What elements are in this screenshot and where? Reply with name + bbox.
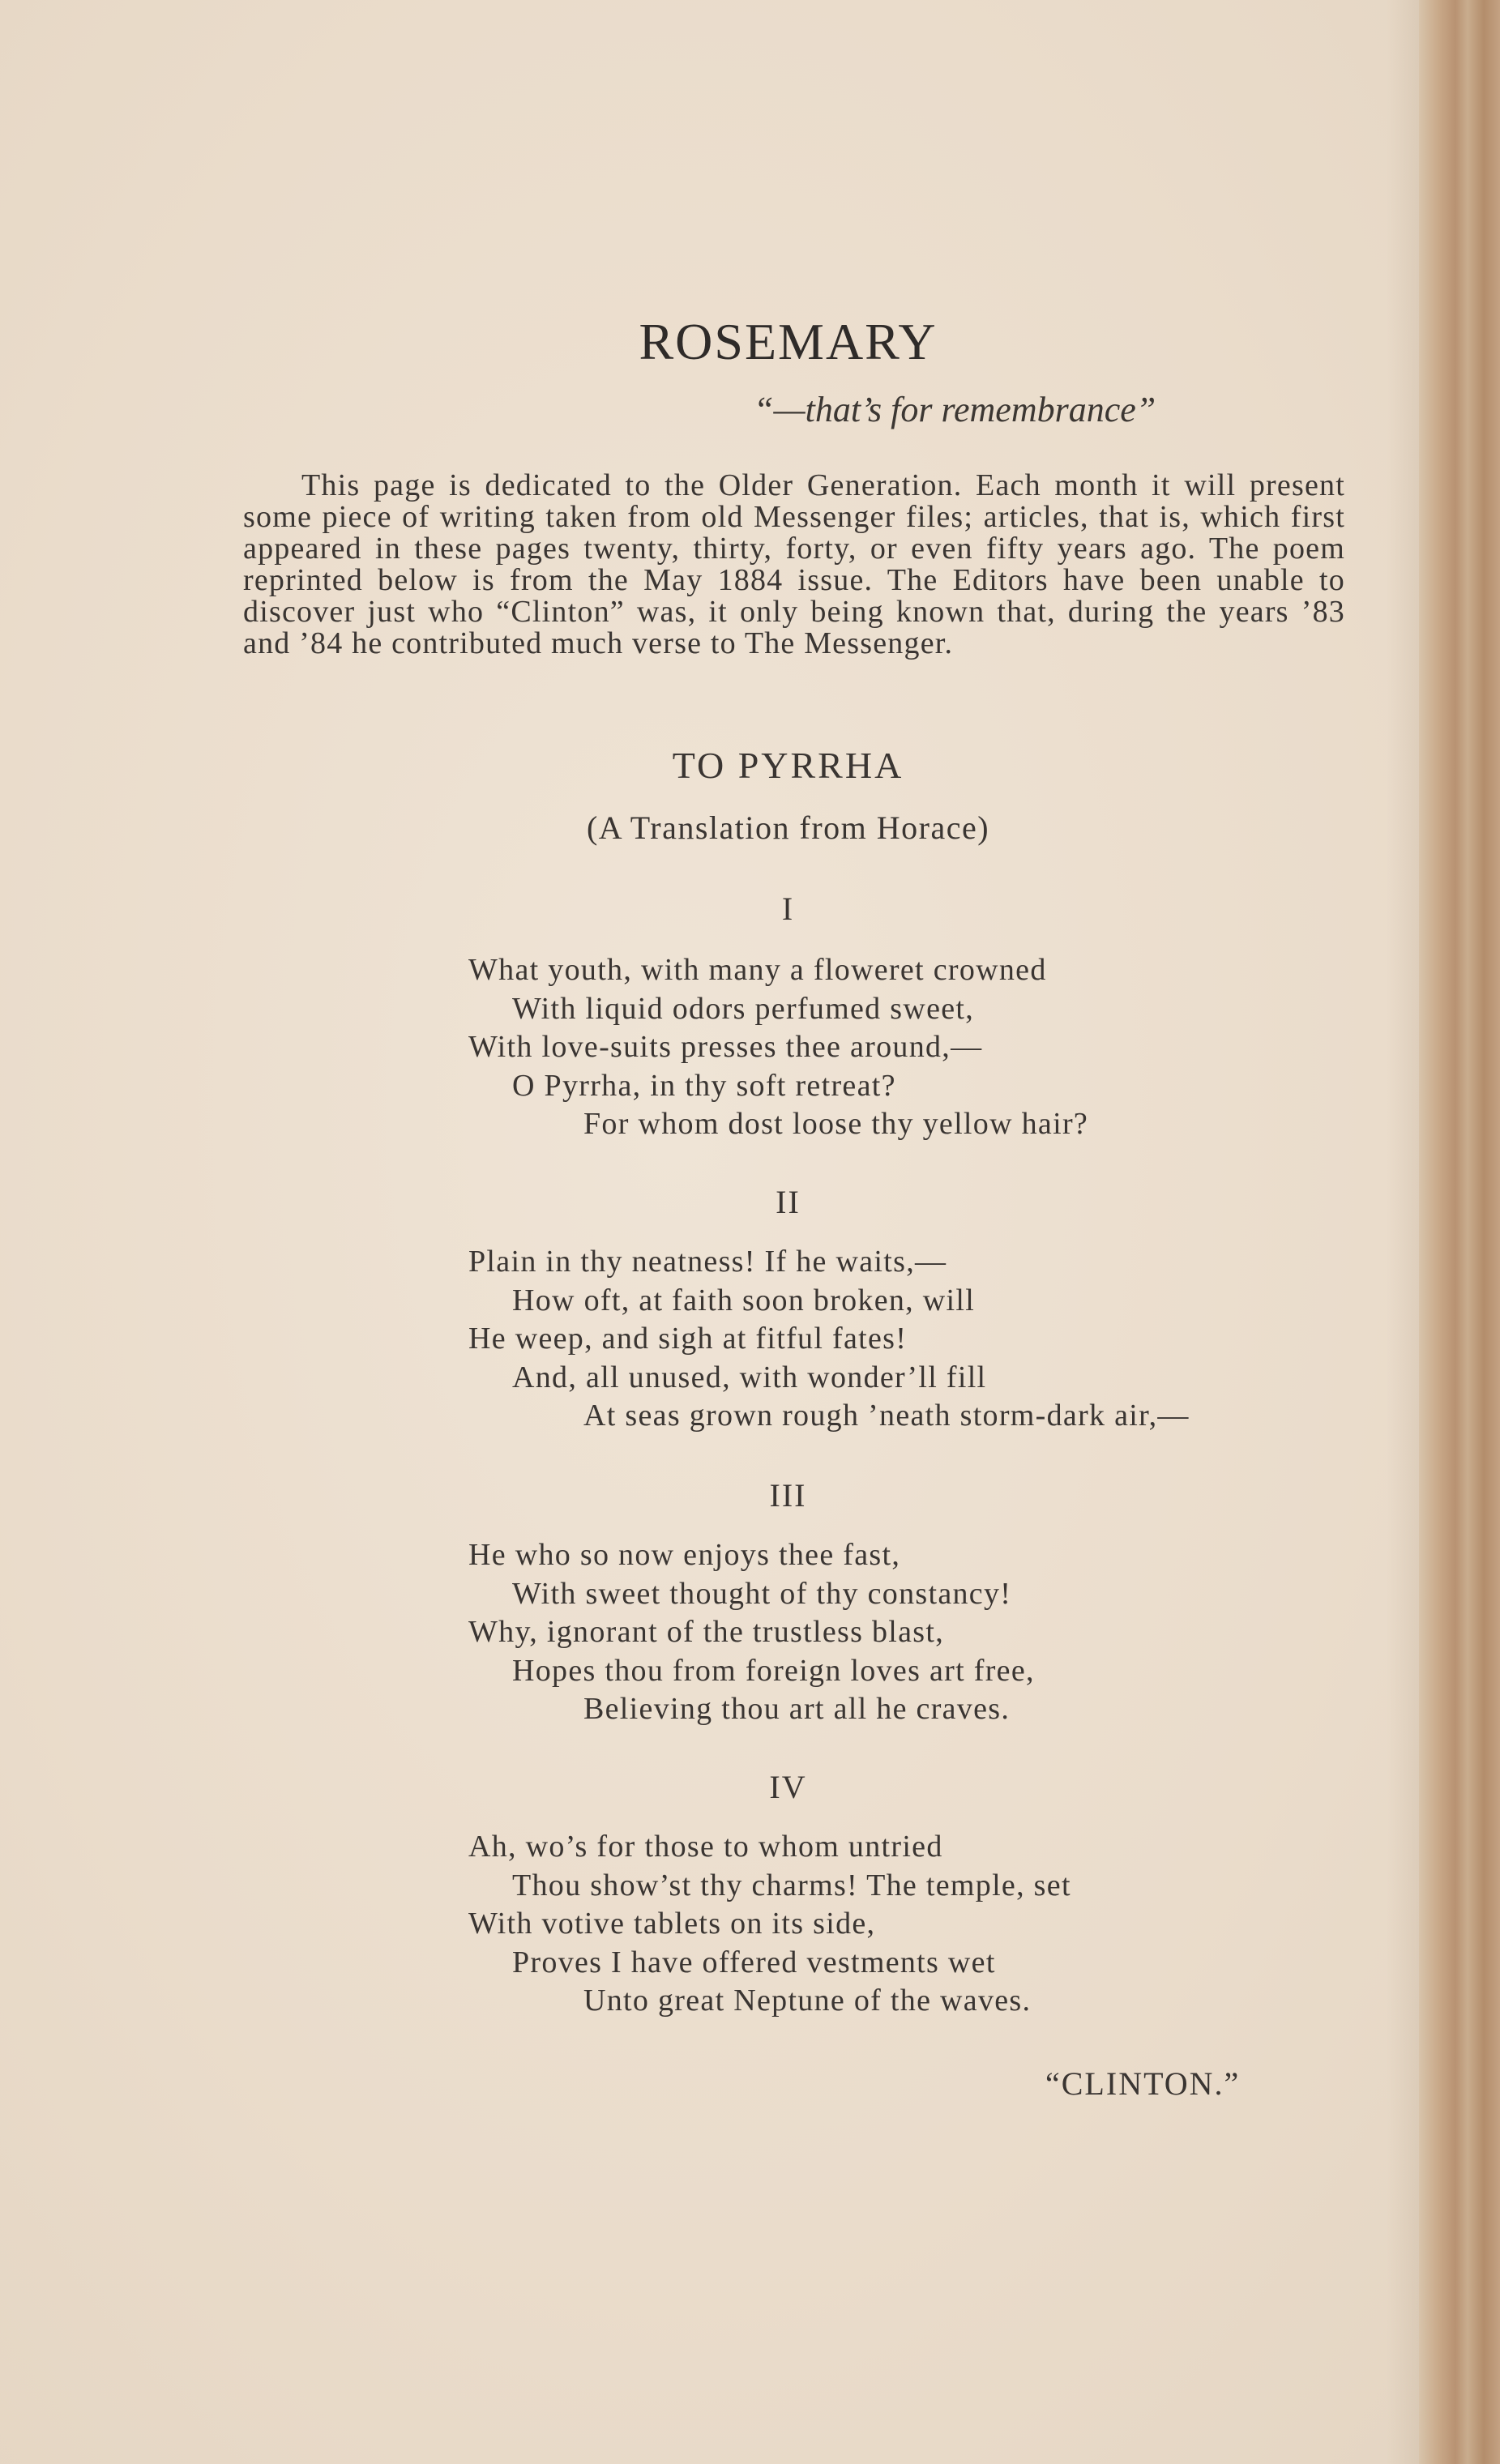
poem-line: Thou show’st thy charms! The temple, set <box>512 1868 1071 1902</box>
stanza-4 <box>468 1828 1360 2021</box>
stanza-number: III <box>769 1477 807 1514</box>
poem-line: At seas grown rough ’neath storm-dark air,— <box>583 1399 1190 1433</box>
poem-line: With votive tablets on its side, <box>468 1907 876 1941</box>
poem-line: Hopes thou from foreign loves art free, <box>512 1653 1035 1688</box>
poem-line: O Pyrrha, in thy soft retreat? <box>512 1068 896 1103</box>
poem-line: Proves I have offered vestments wet <box>512 1945 996 1979</box>
stanza-1 <box>468 951 1360 1144</box>
poem-subtitle: (A Translation from Horace) <box>586 809 990 846</box>
poem-signature: “CLINTON.” <box>1045 2065 1241 2102</box>
poem-line: He who so now enjoys thee fast, <box>468 1538 901 1572</box>
poem-line: With liquid odors perfumed sweet, <box>512 991 975 1026</box>
stanza-number: II <box>776 1184 801 1220</box>
poem-line: How oft, at faith soon broken, will <box>512 1283 976 1317</box>
poem-line: Plain in thy neatness! If he waits,— <box>468 1245 947 1279</box>
intro-text: This page is dedicated to the Older Generation. Each month it will present some piece of writing taken from old Messenger files; articles, that is, which first appeared in these pages twenty, thirty, forty, or even fifty years ago. The poem reprinted below is from the May 1884 issue. The Editors have been unable to discover just who “Clinton” was, it only being known that, during the years ’83 and ’84 he contributed much verse to The Messenger. <box>243 468 1345 660</box>
poem-line: For whom dost loose thy yellow hair? <box>583 1107 1089 1141</box>
poem-line: And, all unused, with wonder’ll fill <box>512 1360 987 1394</box>
poem-line: Ah, wo’s for those to whom untried <box>468 1830 943 1864</box>
poem-line: Believing thou art all he craves. <box>583 1692 1011 1726</box>
poem-line: With love-suits presses thee around,— <box>468 1030 983 1064</box>
intro-paragraph <box>243 470 1345 660</box>
poem-line: What youth, with many a floweret crowned <box>468 953 1047 987</box>
poem-line: Unto great Neptune of the waves. <box>583 1984 1032 2018</box>
stanza-3 <box>468 1536 1360 1729</box>
poem-line: He weep, and sigh at fitful fates! <box>468 1322 908 1356</box>
poem-line: Why, ignorant of the trustless blast, <box>468 1615 945 1649</box>
page-title: ROSEMARY <box>639 313 938 370</box>
poem-title: TO PYRRHA <box>672 745 904 786</box>
stanza-2 <box>468 1243 1360 1436</box>
stanza-number: IV <box>769 1769 807 1805</box>
epigraph: “—that’s for remembrance” <box>754 390 1156 429</box>
poem-line: With sweet thought of thy constancy! <box>512 1576 1012 1611</box>
stanza-number: I <box>781 890 795 927</box>
